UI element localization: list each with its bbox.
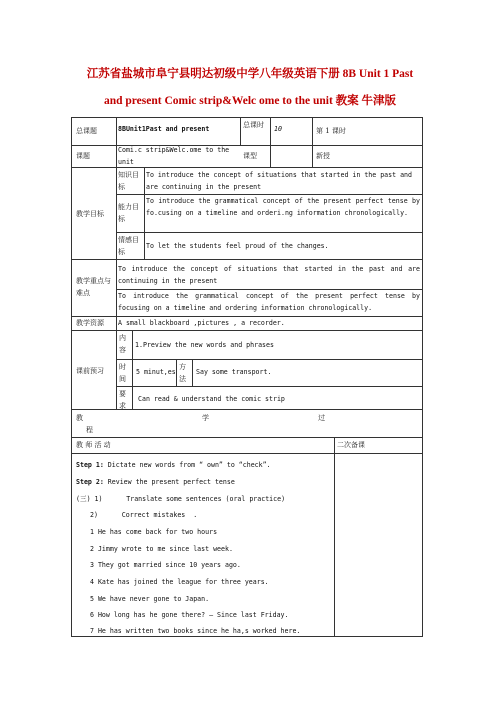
lesson-label: 课题	[76, 152, 90, 160]
practice-sentence: 1 He has come back for two hours	[90, 528, 218, 536]
preview-label: 课前预习	[76, 367, 104, 375]
process-label-char-4: 程	[86, 426, 93, 434]
key-point-2: To introduce the grammatical concept of the present perfect tense by focusing on a timeline and ordering information chronologically.	[118, 292, 420, 312]
lesson-type-label: 课型	[243, 152, 257, 160]
key-point-1: To introduce the concept of situations that started in the past and are continuing in the present	[118, 265, 420, 285]
practice-sentence: 2 Jimmy wrote to me since last week.	[90, 545, 233, 553]
preview-content-label: 内容	[119, 334, 126, 354]
topic-value: 8BUnit1Past and present	[118, 125, 210, 133]
preview-requirement: Can read & understand the comic strip	[138, 395, 285, 403]
sub-step-correct: 2) Correct mistakes .	[90, 511, 198, 519]
key-points-label: 教学重点与难点	[76, 277, 111, 297]
period-number: 第 1 课时	[316, 127, 346, 135]
total-hours-value: 10	[274, 125, 282, 133]
resources-label: 教学资源	[76, 319, 104, 327]
lesson-type-value: 新授	[316, 152, 330, 160]
practice-sentence: 5 We have never gone to Japan.	[90, 595, 210, 603]
document-title-line-2: and present Comic strip&Welc ome to the unit 教案 牛津版	[103, 95, 397, 107]
total-hours-label: 总课时	[243, 121, 264, 129]
document-title-line-1: 江苏省盐城市阜宁县明达初级中学八年级英语下册 8B Unit 1 Past	[86, 68, 414, 80]
topic-label: 总课题	[76, 127, 97, 135]
preview-method: Say some transport.	[196, 368, 272, 376]
knowledge-goal-text: To introduce the concept of situations that started in the past and are continuing in the present	[146, 171, 412, 191]
knowledge-goal-label: 知识目标	[118, 171, 139, 191]
step-2: Step 2: Review the present perfect tense	[76, 478, 235, 486]
ability-goal-label: 能力目标	[118, 203, 139, 223]
preview-time-label: 时间	[119, 363, 126, 383]
preview-content: 1.Preview the new words and phrases	[135, 341, 274, 349]
process-label-char-1: 教	[76, 414, 83, 422]
practice-sentence: 7 He has written two books since he ha,s worked here.	[90, 627, 301, 635]
preview-time: 5 minut,es	[136, 368, 176, 376]
teacher-activity-label: 教 师 活 动	[76, 441, 111, 449]
resources-value: A small blackboard ,pictures , a recorder.	[118, 319, 285, 327]
goals-label: 教学目标	[76, 210, 104, 218]
sub-step-translate: (三) 1) Translate some sentences (oral practice)	[76, 495, 286, 503]
lesson-plan-table	[71, 117, 423, 637]
practice-sentence: 6 How long has he gone there? – Since last Friday.	[90, 611, 289, 619]
ability-goal-text: To introduce the grammatical concept of the present perfect tense by fo.cusing on a timeline and orderi.ng information chronologically.	[146, 197, 420, 217]
second-prep-label: 二次备课	[337, 441, 365, 449]
process-label-char-2: 学	[202, 414, 209, 422]
emotion-goal-text: To let the students feel proud of the changes.	[146, 242, 329, 250]
process-label-char-3: 过	[318, 414, 325, 422]
emotion-goal-label: 情感目标	[118, 236, 139, 256]
preview-requirement-label: 要求	[119, 390, 126, 410]
step-1: Step 1: Dictate new words from “ own” to “check”.	[76, 461, 271, 469]
lesson-value: Comi.c strip&Welc.ome to the unit	[118, 146, 230, 166]
practice-sentence: 4 Kate has joined the league for three years.	[90, 578, 269, 586]
practice-sentence: 3 They got married since 10 years ago.	[90, 561, 241, 569]
preview-method-label: 方法	[179, 363, 186, 383]
